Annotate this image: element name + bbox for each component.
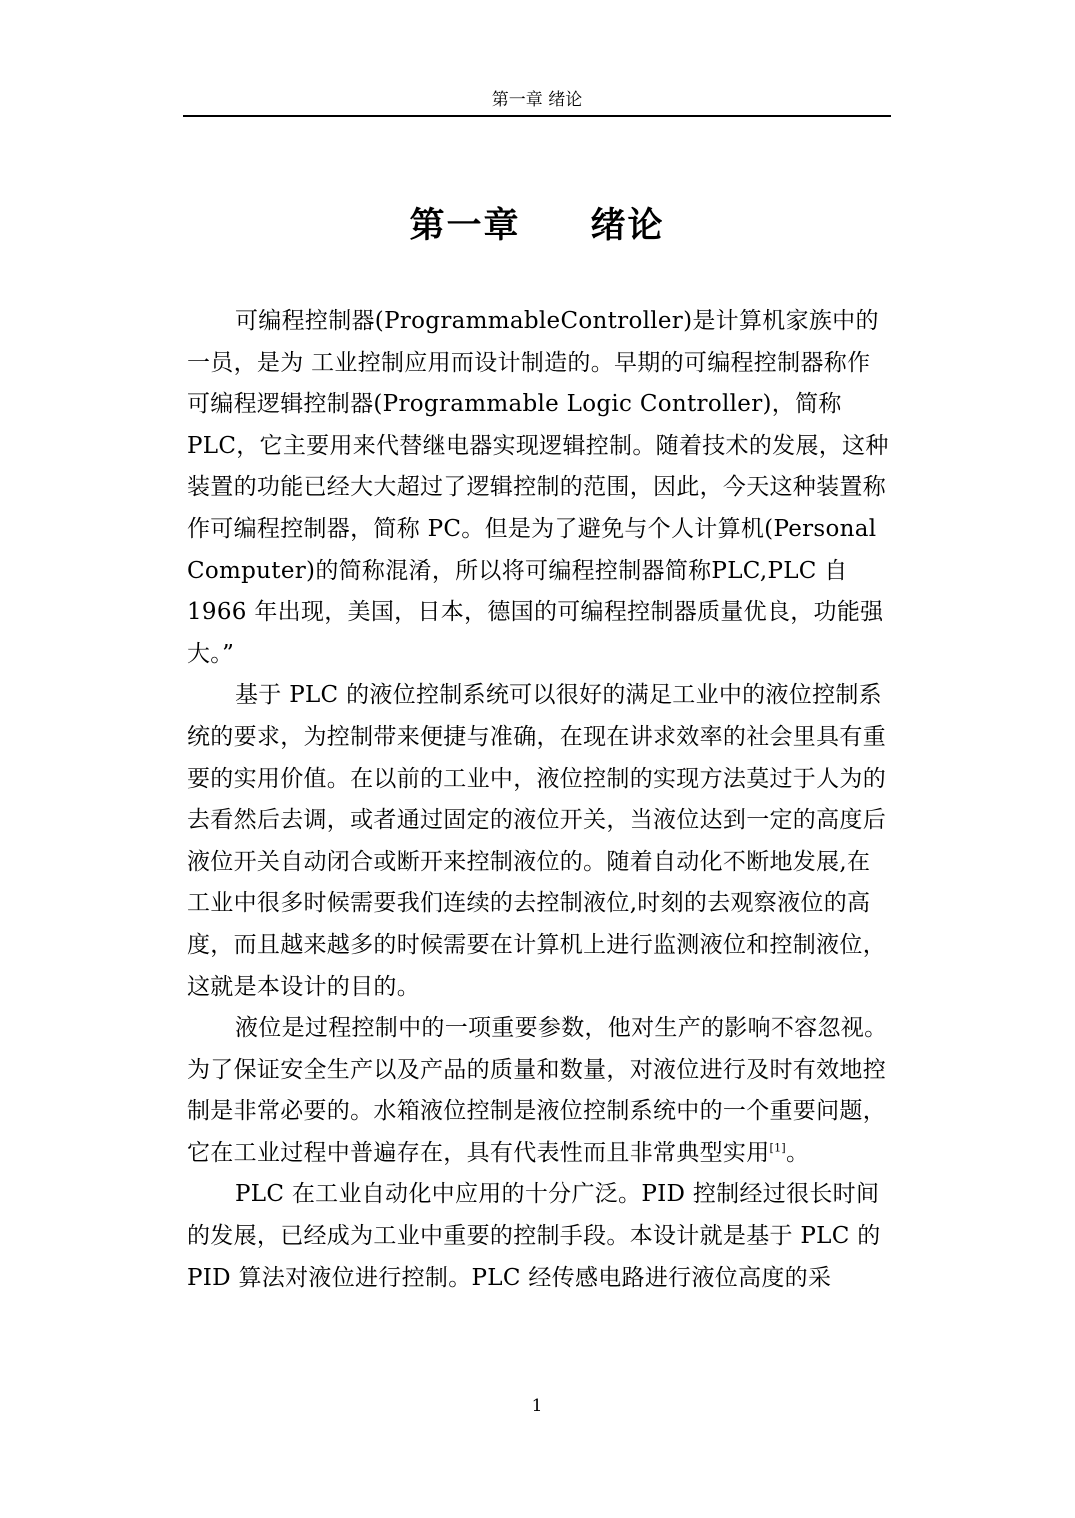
body-text <box>187 301 891 1299</box>
paragraph-text: 液位是过程控制中的一项重要参数，他对生产的影响不容忽视。为了保证安全生产以及产品的质量和数量，对液位进行及时有效地控制是非常必要的。水箱液位控制是液位控制系统中的一个重要问题，它在工业过程中普遍存在，具有代表性而且非常典型实用 <box>187 1015 888 1166</box>
chapter-title <box>183 200 891 252</box>
running-header: 第一章 绪论 <box>491 90 583 110</box>
chapter-name: 绪论 <box>590 206 665 246</box>
paragraph-plc-pid <box>187 1174 891 1299</box>
paragraph-tail: 。 <box>785 1139 810 1166</box>
paragraph-liquid-level-importance <box>187 1008 891 1174</box>
chapter-number: 第一章 <box>409 206 521 246</box>
paragraph-text: 基于 PLC 的液位控制系统可以很好的满足工业中的液位控制系统的要求，为控制带来便捷与准确，在现在讲求效率的社会里具有重要的实用价值。在以前的工业中，液位控制的实现方法莫过于人为的去看然后去调，或者通过固定的液位开关，当液位达到一定的高度后液位开关自动闭合或断开来控制液位的。随着自动化不断地发展,在工业中很多时候需要我们连续的去控制液位,时刻的去观察液位的高度，而且越来越多的时候需要在计算机上进行监测液位和控制液位，这就是本设计的目的。 <box>187 682 886 1000</box>
paragraph-text: PLC 在工业自动化中应用的十分广泛。PID 控制经过很长时间的发展，已经成为工业中重要的控制手段。本设计就是基于 PLC 的 PID 算法对液位进行控制。PLC 经传感电路进行液位高度的采 <box>187 1181 881 1291</box>
paragraph-intro <box>187 301 891 675</box>
header-rule <box>183 115 891 117</box>
paragraph-text: 可编程控制器(ProgrammableController)是计算机家族中的一员，是为 工业控制应用而设计制造的。早期的可编程控制器称作可编程逻辑控制器(Programmable Logic Controller)，简称PLC，它主要用来代替继电器实现逻辑控制。随着技术的发展，这种装置的功能已经大大超过了逻辑控制的范围，因此，今天这种装置称作可编程控制器，简称 PC。但是为了避免与个人计算机(Personal Computer)的简称混淆，所以将可编程控制器简称PLC,PLC 自 1966 年出现，美国，日本，德国的可编程控制器质量优良，功能强大。” <box>187 308 889 667</box>
citation-ref[interactable]: [1] <box>769 1141 786 1155</box>
page-number: 1 <box>531 1396 543 1416</box>
paragraph-plc-liquid-level <box>187 675 891 1008</box>
